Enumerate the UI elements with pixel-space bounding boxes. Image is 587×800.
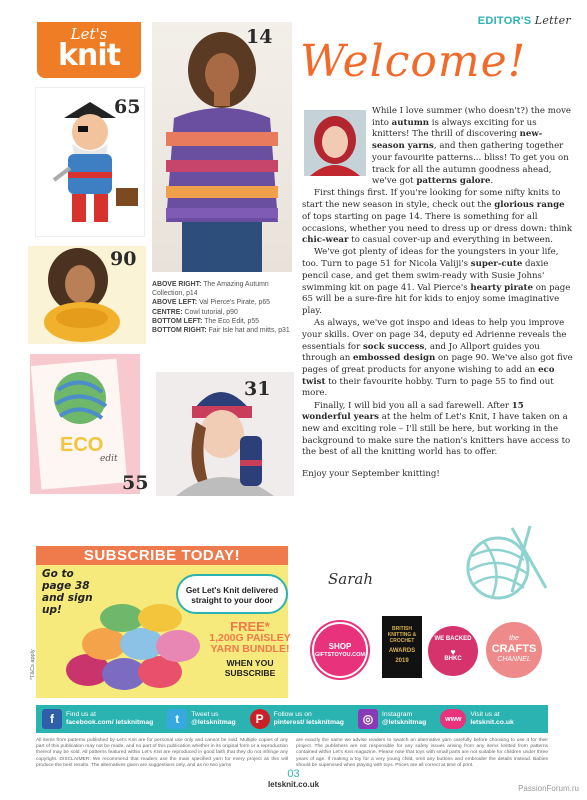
caption: CENTRE: Cowl tutorial, p90: [152, 308, 238, 316]
social-bar: [36, 705, 548, 733]
social-twitter[interactable]: t Tweet us @letsknitmag: [161, 709, 235, 729]
instagram-icon: ◎: [358, 709, 378, 729]
yarn-ball-icon: [452, 518, 552, 608]
free-gift-offer: FREE* 1,200G PAISLEY YARN BUNDLE! WHEN YOU SUBSCRIBE: [209, 619, 291, 678]
section-heading: EDITOR'S Letter: [477, 14, 571, 27]
logo-script: Let's: [70, 25, 108, 43]
letter-title: Welcome!: [300, 36, 527, 87]
facebook-icon: f: [42, 709, 62, 729]
page-ref-eco: 55: [122, 472, 149, 494]
globe-icon: www: [440, 709, 466, 729]
eco-subtitle: edit: [100, 454, 118, 464]
footer-url[interactable]: letsknit.co.uk: [267, 780, 320, 789]
eco-title: ECO: [60, 434, 104, 456]
pinterest-icon: P: [250, 709, 270, 729]
letter-paragraph: First things first. If you're looking for some nifty knits to start the new season in style, check out the glorious range of tops starting on page 14. There is something for all occasions, whether you need to dress up or dress down: think chic-wear to casual cover-up and everything in between.: [302, 188, 573, 246]
letter-paragraph: We've got plenty of ideas for the youngsters in your life, too. Turn to page 51 for Nicola Valiji's super-cute daxie pencil case, and get them swim-ready with Susie Johns' swimming kit on page 41. Val Pierce's hearty pirate on page 65 will be a sure-fire hit for kids to enjoy some imaginative play.: [302, 247, 571, 316]
caption: ABOVE LEFT: Val Pierce's Pirate, p65: [152, 299, 270, 307]
photo-fair-isle-hat: [156, 372, 294, 496]
heart-icon: ♥: [450, 647, 456, 657]
crafts-channel-badge[interactable]: the CRAFTS CHANNEL: [486, 622, 542, 678]
brand-logo: [37, 22, 141, 78]
editor-signature: Sarah: [328, 570, 373, 588]
page-number: 03: [287, 768, 300, 780]
twitter-icon: t: [167, 709, 187, 729]
social-pinterest[interactable]: P Follow us on pinterest/ letsknitmag: [244, 709, 344, 729]
letter-paragraph: As always, we've got inspo and ideas to help you improve your skills. Over on page 34, deputy ed Adrienne reveals the essentials for sock success, and Jo Allport guides you through an embossed design on page 90. We've also got five pages of great products for anyone wishing to add an eco twist to their favourite hobby. Turn to page 55 to find out more.: [302, 318, 573, 399]
social-instagram[interactable]: ◎ Instagram @letsknitmag: [352, 709, 426, 729]
page-ref-cowl: 90: [110, 248, 137, 270]
caption: BOTTOM LEFT: The Eco Edit, p55: [152, 317, 259, 325]
logo-wordmark: knit: [58, 38, 120, 73]
photo-captions: [152, 280, 292, 335]
terms-note: *T&Cs apply: [30, 649, 36, 680]
watermark: PassionForum.ru: [518, 784, 579, 793]
caption: ABOVE RIGHT: The Amazing Autumn Collection, p14: [152, 281, 269, 298]
legal-text-right: are exactly the same we advise readers to swatch an alternative yarn carefully before choosing to use it for their project. The publishers are not responsible for any safety issues arising from any items knitted from patterns contained within Let's Knit magazine. Please note that toys with small parts are not suitable for children under three years of age. If making a toy for a very young child, omit any buttons and embroider the details instead. Babies should be supervised when playing with toys. Prices are all correct at time of print.: [296, 738, 548, 768]
letter-body: [302, 106, 574, 481]
subscribe-title: SUBSCRIBE TODAY!: [36, 546, 288, 565]
social-facebook[interactable]: f Find us at facebook.com/ letsknitmag: [36, 709, 153, 729]
yarn-bundle-image: [58, 600, 208, 696]
social-website[interactable]: www Visit us at letsknit.co.uk: [434, 709, 513, 729]
page-ref-hat: 31: [244, 378, 271, 400]
awards-badge: BRITISH KNITTING & CROCHET AWARDS 2019: [382, 616, 422, 678]
letter-paragraph: While I love summer (who doesn't?) the move into autumn is always exciting for us knitters! The thrill of discovering new-season yarns, and then gathering together your favourite patterns... bliss! To get you on track for all the autumn goodness ahead, we've got patterns galore.: [372, 106, 572, 187]
backed-badge: WE BACKED ♥ BHKC: [428, 626, 478, 676]
letter-paragraph: Finally, I will bid you all a sad farewell. After 15 wonderful years at the helm of Let's Knit, I have taken on a new and exciting role – I'll still be here, but working in the background to make sure the nation's knitters have access to the best of all the knitting world has to offer.: [302, 400, 571, 458]
subscribe-bubble: Get Let's Knit delivered straight to your door: [176, 574, 288, 614]
legal-text-left: All items from patterns published by Let's Knit are for personal use only and cannot be sold. Multiple copies of any part of this publication may not be made, and no part of this publication whether in its original form or a reproduction thereof may be sold. All patterns featured within Let's Knit are reproduced in good faith that they do not infringe any copyright. DISCLAIMER: We recommend that readers use the main specified yarn for every project as this will produce the best results. The alternatives given are suggestions only, and as no two yarns: [36, 738, 288, 768]
page-ref-pirate: 65: [114, 96, 141, 118]
page-ref-main: 14: [246, 26, 273, 48]
caption: BOTTOM RIGHT: Fair Isle hat and mitts, p31: [152, 327, 290, 335]
subscribe-goto: Go to page 38 and sign up!: [42, 568, 93, 616]
shop-badge[interactable]: SHOP GIFTSTOYOU.COM: [312, 622, 368, 678]
photo-autumn-jumper: [152, 22, 292, 272]
letter-closing: Enjoy your September knitting!: [302, 469, 440, 480]
